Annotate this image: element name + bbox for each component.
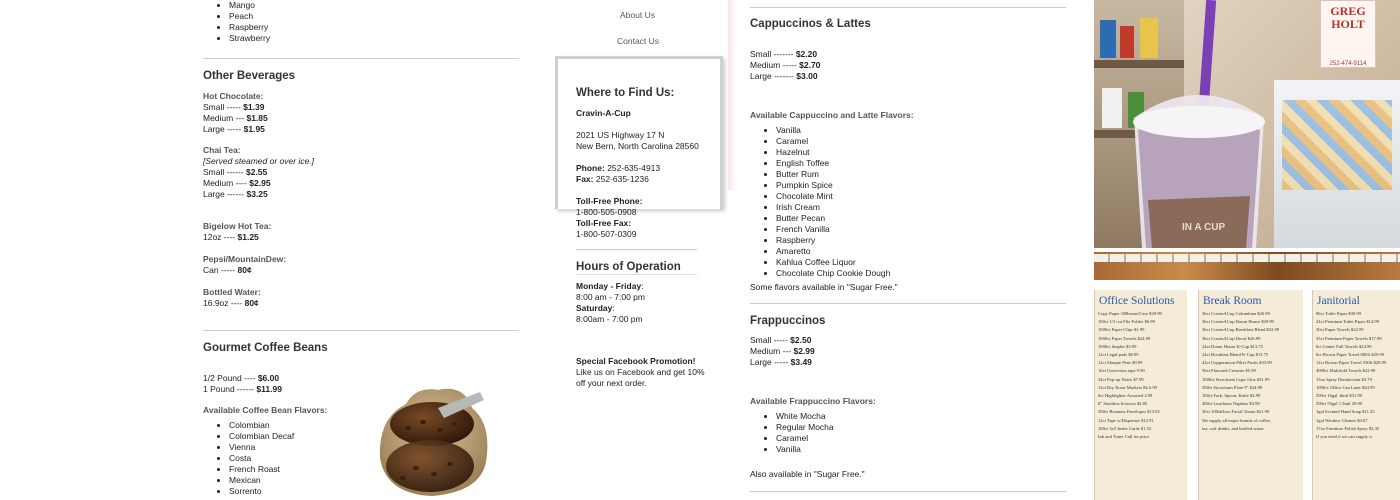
flyer-title: Break Room: [1203, 295, 1262, 307]
item-label: Chai Tea:: [203, 145, 241, 155]
section-title-frappuccinos: Frappuccinos: [750, 315, 826, 327]
list-item: • Kahlua Coffee Liquor: [776, 257, 890, 268]
list-item: • Colombian: [229, 420, 294, 431]
nav-link-about[interactable]: About Us: [620, 10, 655, 20]
bean-flavors-label: Available Coffee Bean Flavors:: [203, 405, 328, 415]
item-note: [Served steamed or over ice.]: [203, 156, 315, 166]
section-title-coffee-beans: Gourmet Coffee Beans: [203, 342, 328, 354]
divider: [576, 274, 697, 275]
divider: [750, 7, 1066, 8]
price-row: Small ------ $2.55: [203, 167, 268, 177]
frappuccino-photo: [1094, 0, 1400, 248]
list-item: • Butter Pecan: [776, 213, 890, 224]
list-item: • Peach: [229, 11, 270, 22]
divider: [203, 330, 519, 331]
price-row: Can ----- 80¢: [203, 265, 252, 275]
price-row: Medium --- $1.85: [203, 113, 268, 123]
frappuccino-flavors-label: Available Frappuccino Flavors:: [750, 396, 876, 406]
bean-flavor-list: [203, 420, 294, 497]
list-item: • Chocolate Mint: [776, 191, 890, 202]
price-row: Medium --- $2.99: [750, 346, 815, 356]
list-item: • Amaretto: [776, 246, 890, 257]
list-item: • French Roast: [229, 464, 294, 475]
phone-row: Phone: 252-635-4913: [576, 163, 661, 173]
tollfree-fax-label: Toll-Free Fax:: [576, 218, 632, 228]
find-us-title: Where to Find Us:: [576, 87, 675, 99]
frappuccino-price-block: [750, 335, 815, 368]
price-row: 12oz ---- $1.25: [203, 232, 259, 242]
section-title-other-beverages: Other Beverages: [203, 70, 296, 82]
promo-text: Like us on Facebook and get 10%: [576, 367, 705, 377]
sugar-free-note: Some flavors available in "Sugar Free.": [750, 282, 898, 292]
wall-sign: GREG HOLT 252-474-9114: [1320, 0, 1376, 68]
frappuccino-flavor-list: [750, 411, 834, 455]
list-item: • Pumpkin Spice: [776, 180, 890, 191]
pepsi-block: [203, 254, 286, 276]
price-row: 1/2 Pound ---- $6.00: [203, 373, 280, 383]
list-item: • Mexican: [229, 475, 294, 486]
flyer-title: Janitorial: [1317, 295, 1360, 307]
business-name: Cravin-A-Cup: [576, 108, 631, 118]
price-row: Small ----- $1.39: [203, 102, 265, 112]
list-item: • Costa: [229, 453, 294, 464]
list-item: • Regular Mocha: [776, 422, 834, 433]
price-row: Large ------ $3.25: [203, 189, 268, 199]
list-item: • Irish Cream: [776, 202, 890, 213]
list-item: • English Toffee: [776, 158, 890, 169]
contact-block: [576, 108, 721, 240]
address-line: New Bern, North Carolina 28560: [576, 141, 699, 151]
list-item: • Vanilla: [776, 444, 834, 455]
coffee-bean-bag-image: [368, 378, 498, 500]
menu-column-left: [203, 0, 519, 500]
price-row: Large ----- $3.49: [750, 357, 812, 367]
price-row: Large ----- $1.95: [203, 124, 265, 134]
cappuccino-flavors-label: Available Cappuccino and Latte Flavors:: [750, 110, 914, 120]
list-item: • Chocolate Chip Cookie Dough: [776, 268, 890, 279]
cup-logo-text: IN A CUP: [1182, 222, 1226, 233]
promo-title: Special Facebook Promotion!: [576, 356, 696, 366]
price-row: Medium ----- $2.70: [750, 60, 821, 70]
divider: [576, 249, 697, 250]
fruit-flavor-list: [203, 0, 270, 44]
price-row: 1 Pound ------ $11.99: [203, 384, 282, 394]
promo-block: [576, 356, 721, 389]
list-item: • White Mocha: [776, 411, 834, 422]
tollfree-fax: 1-800-507-0309: [576, 229, 637, 239]
chai-tea-block: [203, 145, 314, 200]
list-item: • Caramel: [776, 136, 890, 147]
tollfree-phone: 1-800-505-0908: [576, 207, 637, 217]
list-item: • French Vanilla: [776, 224, 890, 235]
cup-image: [1124, 0, 1274, 248]
hot-chocolate-block: [203, 91, 268, 135]
photo-column: [1094, 0, 1400, 500]
nav-link-contact[interactable]: Contact Us: [617, 36, 660, 46]
kcup-strip-photo: [1094, 252, 1400, 280]
list-item: • Vanilla: [776, 125, 890, 136]
bigelow-tea-block: [203, 221, 271, 243]
divider: [750, 303, 1066, 304]
list-item: • Vienna: [229, 442, 294, 453]
list-item: • Hazelnut: [776, 147, 890, 158]
price-row: Small ------- $2.20: [750, 49, 818, 59]
divider: [203, 58, 519, 59]
promo-text: off your next order.: [576, 378, 647, 388]
price-row: Small ----- $2.50: [750, 335, 812, 345]
bean-price-block: [203, 373, 282, 395]
sugar-free-note: Also available in "Sugar Free.": [750, 469, 865, 479]
price-row: Large ------- $3.00: [750, 71, 818, 81]
list-item: • Butter Rum: [776, 169, 890, 180]
list-item: • Colombian Decaf: [229, 431, 294, 442]
tollfree-phone-label: Toll-Free Phone:: [576, 196, 643, 206]
decorative-edge: [728, 0, 736, 190]
flyer-break-room: Break Room 36ct CravinACup Columbian $26.99 36ct CravinACup Donut House $29.99 36ct CravinACup Breakfast Blend $32.99 36ct CravinACup Decaf $26.99 24ct Donut House K-Cup $13.75 24ct Breakfast Blend K-Cup $13.75 42ct Coppermoon Filter Packs $33.99 50ct Flavored Creamer $5.99 1000ct Styrofoam Cups 12oz $31.99 500ct Styrofoam Plate 9" $24.99 100ct Fork, Spoon, Knife $2.99 400ct Luncheon Napkins $3.99 30ct 100sh/box Facial Tissue $21.99 We supply all major brands of coffee, tea, soft drinks, and bottled water.: [1198, 290, 1303, 500]
item-label: Hot Chocolate:: [203, 91, 264, 101]
water-block: [203, 287, 261, 309]
hours-block: Monday - Friday: 8:00 am - 7:00 pm Saturday: 8:00am - 7:00 pm: [576, 281, 645, 324]
info-sidebar: [555, 0, 725, 500]
price-row: 16.9oz ---- 80¢: [203, 298, 259, 308]
list-item: • Raspberry: [776, 235, 890, 246]
flyer-office-solutions: Office Solutions Copy Paper 10Reams/Case $29.99 100ct 1/3 cut File Folder $6.99 1000ct Paper Clips $1.99 1000ct Paper Towels $24.99 1000ct Staples $3.99 12ct Legal pads $8.99 12ct Sharpie Pens $9.99 10ct Correction tape 9.99 24ct Pop-up Notes $7.99 12ct Dry Erase Markers 8k 6.99 6ct Highlighter Assorted 2.99 8" Stainless Scissors $2.05 500ct Business Envelopes $13.95 12ct Tape w/Dispenser $12.91 100ct 3x5 Index Cards $1.52 Ink and Toner Call for price: [1094, 290, 1187, 500]
fax-row: Fax: 252-635-1236: [576, 174, 649, 184]
menu-column-right: [750, 0, 1068, 500]
item-label: Bigelow Hot Tea:: [203, 221, 272, 231]
item-label: Pepsi/MountainDew:: [203, 254, 287, 264]
cappuccino-price-block: [750, 49, 820, 82]
address-line: 2021 US Highway 17 N: [576, 130, 665, 140]
list-item: • Mango: [229, 0, 270, 11]
flyer-janitorial: Janitorial 96ct Toilet Paper $39.99 24ct Premium Toilet Paper $14.99 30ct Paper Towels $24.99 35ct Premium Paper Towels $17.99 6ct Center Pull Towels $24.99 6ct Brown Paper Towel 800ft $29.99 12ct Brown Paper Towel 350ft $28.99 4000ct Multifold Towels $22.99 15oz Spray Disinfectant $3.79 1000ct Office Can Liner $24.99 500ct 16gal .6mil $31.99 500ct 55gal 1.5mil 29.99 1gal Scented Hand Soap $11.25 1gal Window Cleaner $3.67 17oz Furniture Polish Spray $3.35 If you need it we can supply it.: [1312, 290, 1400, 500]
list-item: • Caramel: [776, 433, 834, 444]
item-label: Bottled Water:: [203, 287, 261, 297]
section-title-cappuccinos: Cappuccinos & Lattes: [750, 18, 871, 30]
list-item: • Strawberry: [229, 33, 270, 44]
price-row: Medium ---- $2.95: [203, 178, 271, 188]
list-item: • Sorrento: [229, 486, 294, 497]
flyer-title: Office Solutions: [1099, 295, 1175, 307]
cappuccino-flavor-list: [750, 125, 890, 279]
hours-title: Hours of Operation: [576, 261, 681, 273]
divider: [750, 491, 1066, 492]
list-item: • Raspberry: [229, 22, 270, 33]
